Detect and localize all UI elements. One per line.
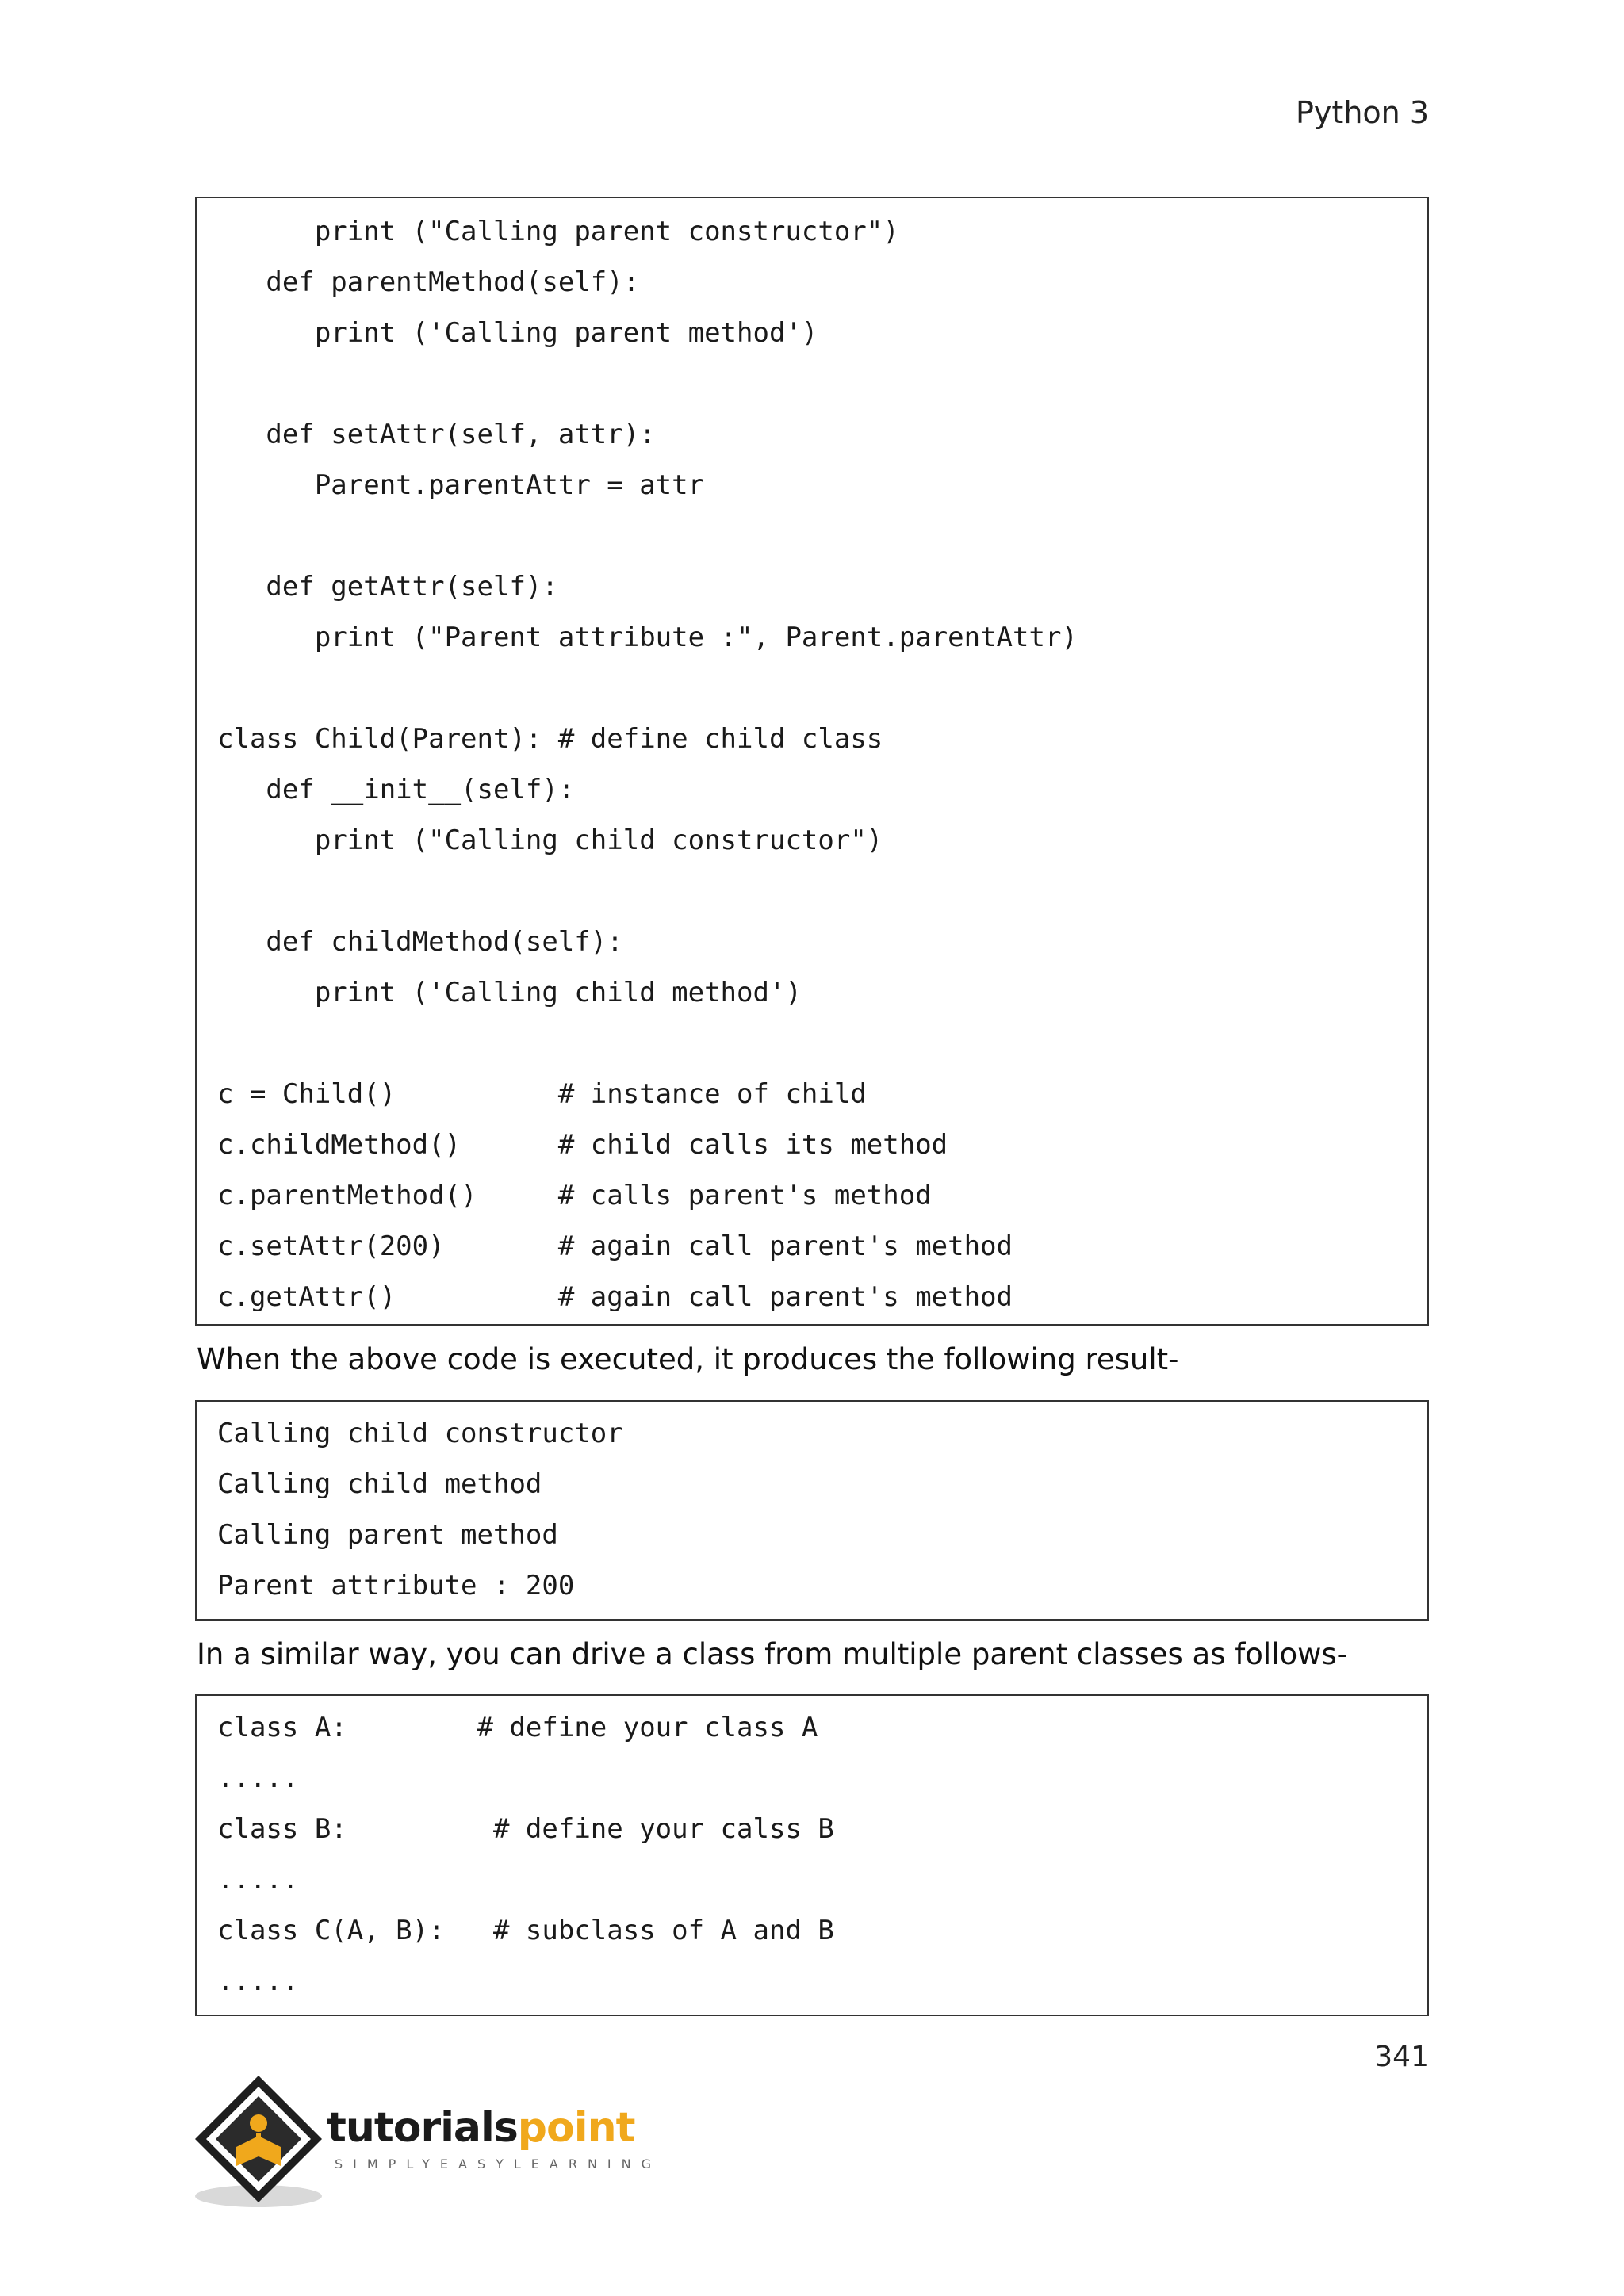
code-line: def setAttr(self, attr): [217,419,656,450]
code-line: class B: # define your calss B [217,1813,834,1845]
code-line: c = Child() # instance of child [217,1078,867,1110]
code-line: print ("Parent attribute :", Parent.parentAttr) [217,622,1078,653]
code-line: print ("Calling child constructor") [217,825,883,856]
code-line: class A: # define your class A [217,1712,818,1743]
code-line: print ("Calling parent constructor") [217,216,899,247]
code-line: def parentMethod(self): [217,266,640,298]
code-line: print ('Calling child method') [217,977,802,1008]
page-number: 341 [1374,2041,1429,2073]
code-block-output [195,1400,1429,1621]
output-line: Calling child method [217,1468,542,1500]
output-line: Calling child constructor [217,1418,623,1449]
paragraph-result-intro: When the above code is executed, it produces the following result- [197,1342,1179,1376]
tutorialspoint-logo [190,2069,666,2212]
code-line: ..... [217,1762,299,1794]
code-line: c.childMethod() # child calls its method [217,1129,948,1161]
code-line: c.getAttr() # again call parent's method [217,1281,1013,1313]
logo-word-main: tutorials [327,2104,518,2152]
code-line: Parent.parentAttr = attr [217,469,705,501]
code-line: c.setAttr(200) # again call parent's method [217,1230,1013,1262]
paragraph-multiple-inheritance: In a similar way, you can drive a class from multiple parent classes as follows- [197,1637,1348,1671]
code-block-multiple-inheritance [195,1694,1429,2016]
code-line: ..... [217,1864,299,1896]
code-line: def getAttr(self): [217,571,558,603]
code-line: c.parentMethod() # calls parent's method [217,1180,932,1211]
code-line: class Child(Parent): # define child class [217,723,883,755]
code-line: def __init__(self): [217,774,575,806]
output-line: Calling parent method [217,1519,558,1551]
code-line: def childMethod(self): [217,926,623,958]
logo-wordmark [327,2104,634,2152]
code-line: class C(A, B): # subclass of A and B [217,1915,834,1946]
code-block-class-definitions [195,197,1429,1326]
output-line: Parent attribute : 200 [217,1570,575,1601]
code-line: print ('Calling parent method') [217,317,818,349]
running-header: Python 3 [1296,95,1429,130]
logo-tagline: SIMPLYEASYLEARNING [335,2156,662,2172]
code-line: ..... [217,1965,299,1997]
logo-word-accent: point [517,2104,635,2152]
logo-diamond-icon [190,2069,333,2212]
